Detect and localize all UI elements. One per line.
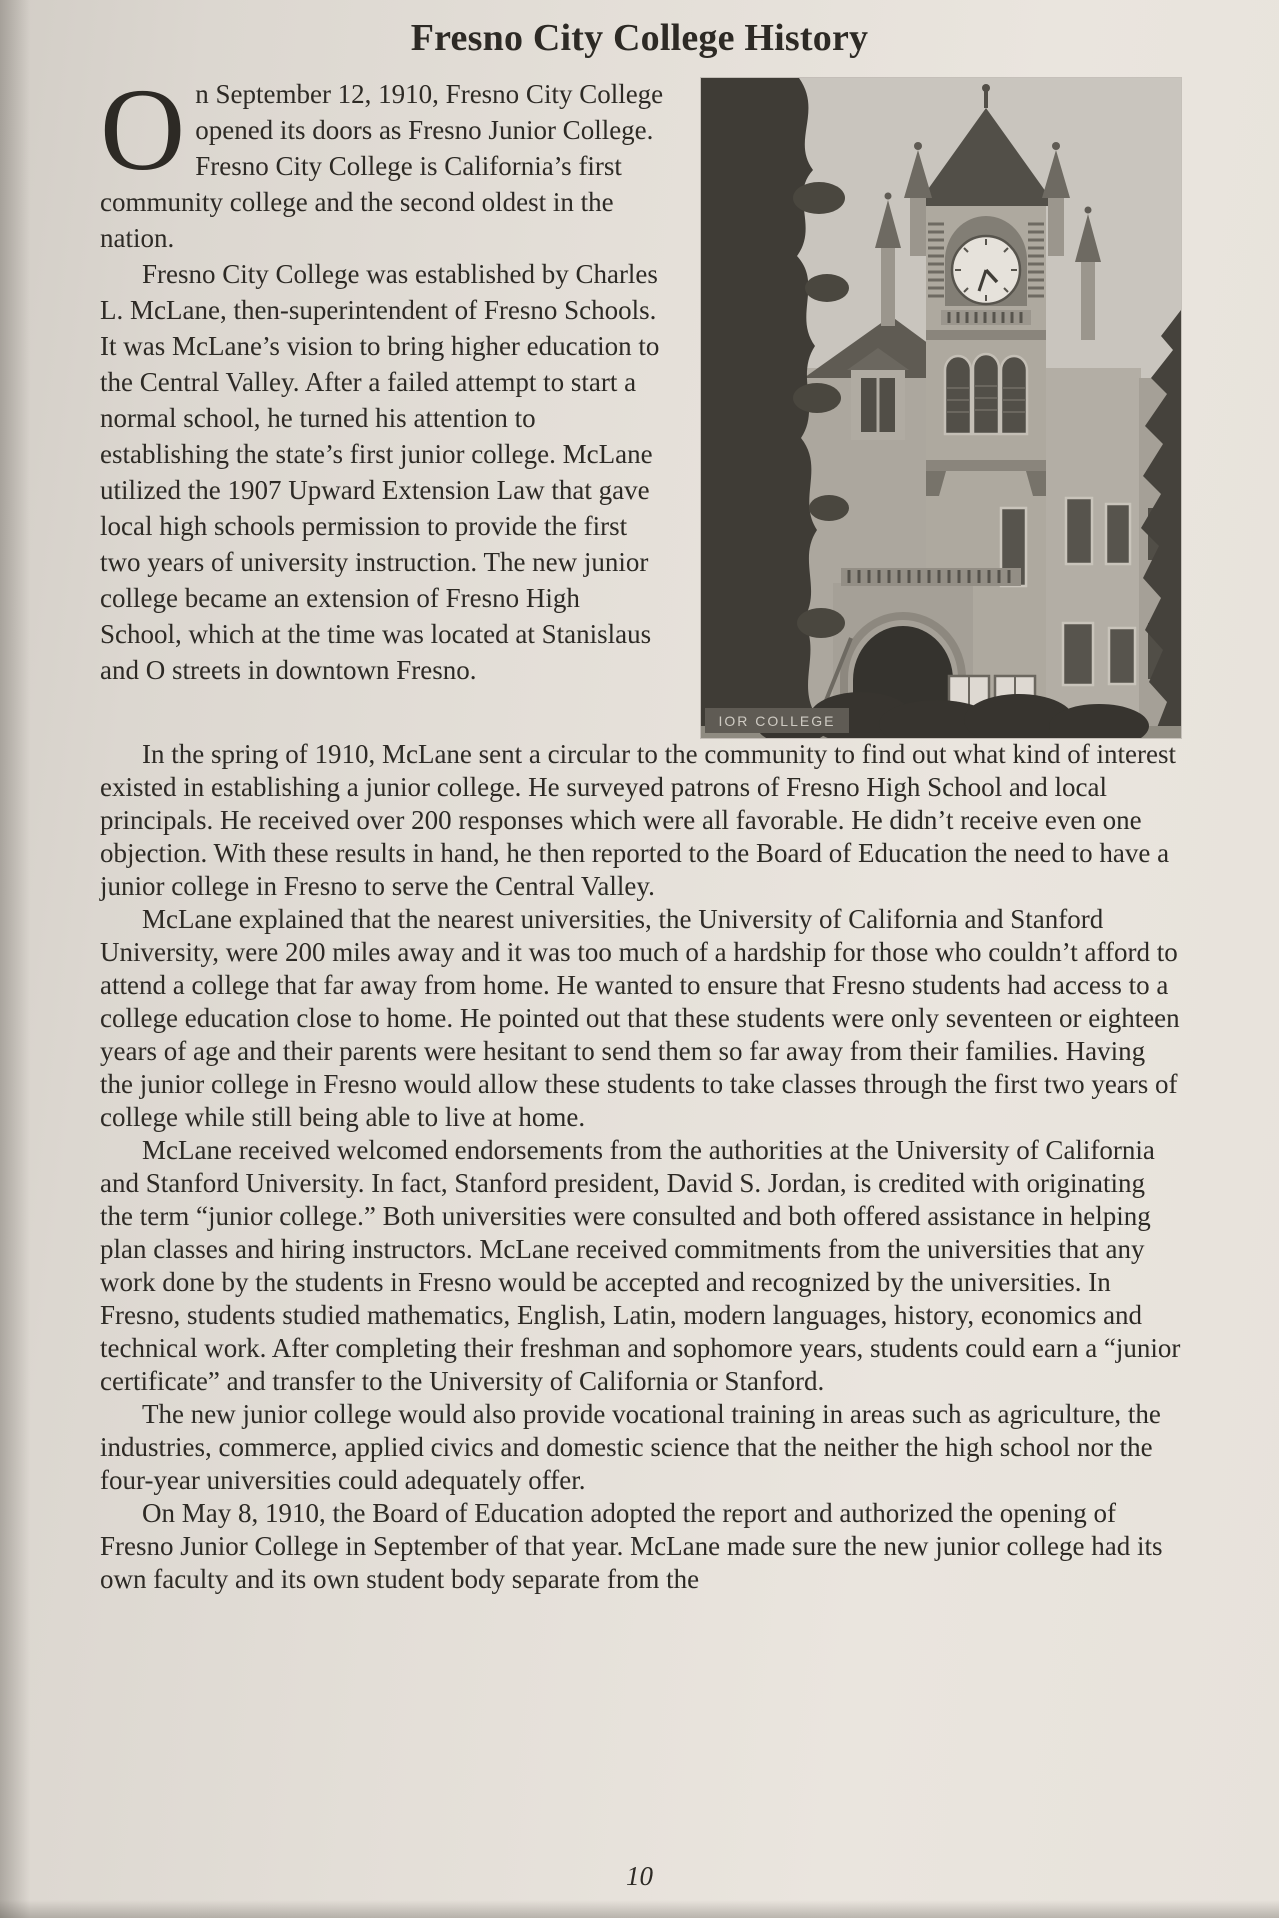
historic-building-photo: [701, 78, 1181, 738]
paragraph-2: Fresno City College was established by Charles L. McLane, then-superintendent of Fresno Schools. It was McLane’s vision to bring higher education to the Central Valley. After a failed attempt to start a normal school, he turned his attention to establishing the state’s first junior college. McLane utilized the 1907 Upward Extension Law that gave local high schools permission to provide the first two years of university instruction. The new junior college became an extension of Fresno High School, which at the time was located at Stanislaus and O streets in downtown Fresno.: [100, 258, 660, 685]
paragraph-3: In the spring of 1910, McLane sent a circular to the community to find out what kind of interest existed in establishing a junior college. He surveyed patrons of Fresno High School and local principals. He received over 200 responses which were all favorable. He didn’t receive even one objection. With these results in hand, he then reported to the Board of Education the need to have a junior college in Fresno to serve the Central Valley.: [100, 738, 1177, 901]
page-number: 10: [626, 1861, 653, 1891]
article-body: [100, 63, 1181, 1596]
paragraph-1-text: n September 12, 1910, Fresno City College opened its doors as Fresno Junior College. Fresno City College is California’s first community college and the second oldest in the nation.: [100, 78, 664, 253]
clock-face: [945, 216, 1027, 306]
clock-balustrade: [941, 310, 1031, 325]
page-title: Fresno City College History: [410, 17, 869, 59]
building-photo-illustration: [701, 78, 1181, 738]
top-section: [100, 63, 1181, 738]
junior-college-sign: [705, 708, 849, 733]
roof-finial: [982, 84, 990, 92]
belfry-windows: [945, 354, 1027, 434]
paragraph-7: On May 8, 1910, the Board of Education adopted the report and authorized the opening of Fresno Junior College in September of that year. McLane made sure the new junior college had its own faculty and its own student body separate from the: [100, 1497, 1163, 1594]
paragraph-6: The new junior college would also provide vocational training in areas such as agriculture, the industries, commerce, applied civics and domestic science that the neither the high school nor the four-year universities could adequately offer.: [100, 1398, 1161, 1495]
left-column: [100, 63, 665, 688]
sign-text: IOR COLLEGE: [718, 712, 836, 729]
paragraph-4: McLane explained that the nearest universities, the University of California and Stanford University, were 200 miles away and it was too much of a hardship for those who couldn’t afford to attend a college that far away from home. He wanted to ensure that Fresno students had access to a college education close to home. He pointed out that these students were only seventeen or eighteen years of age and their parents were hesitant to send them so far away from their families. Having the junior college in Fresno would allow these students to take classes through the first two years of college while still being able to live at home.: [100, 903, 1180, 1132]
full-width-section: [100, 738, 1181, 1596]
drop-cap: O: [100, 63, 186, 195]
paragraph-5: McLane received welcomed endorsements from the authorities at the University of California and Stanford University. In fact, Stanford president, David S. Jordan, is credited with originating the term “junior college.” Both universities were consulted and both offered assistance in helping plan classes and hiring instructors. McLane received commitments from the universities that any work done by the students in Fresno would be accepted and recognized by the universities. In Fresno, students studied mathematics, English, Latin, modern languages, history, economics and technical work. After completing their freshman and sophomore years, students could earn a “junior certificate” and transfer to the University of California or Stanford.: [100, 1134, 1181, 1396]
paragraph-1: [100, 63, 665, 256]
